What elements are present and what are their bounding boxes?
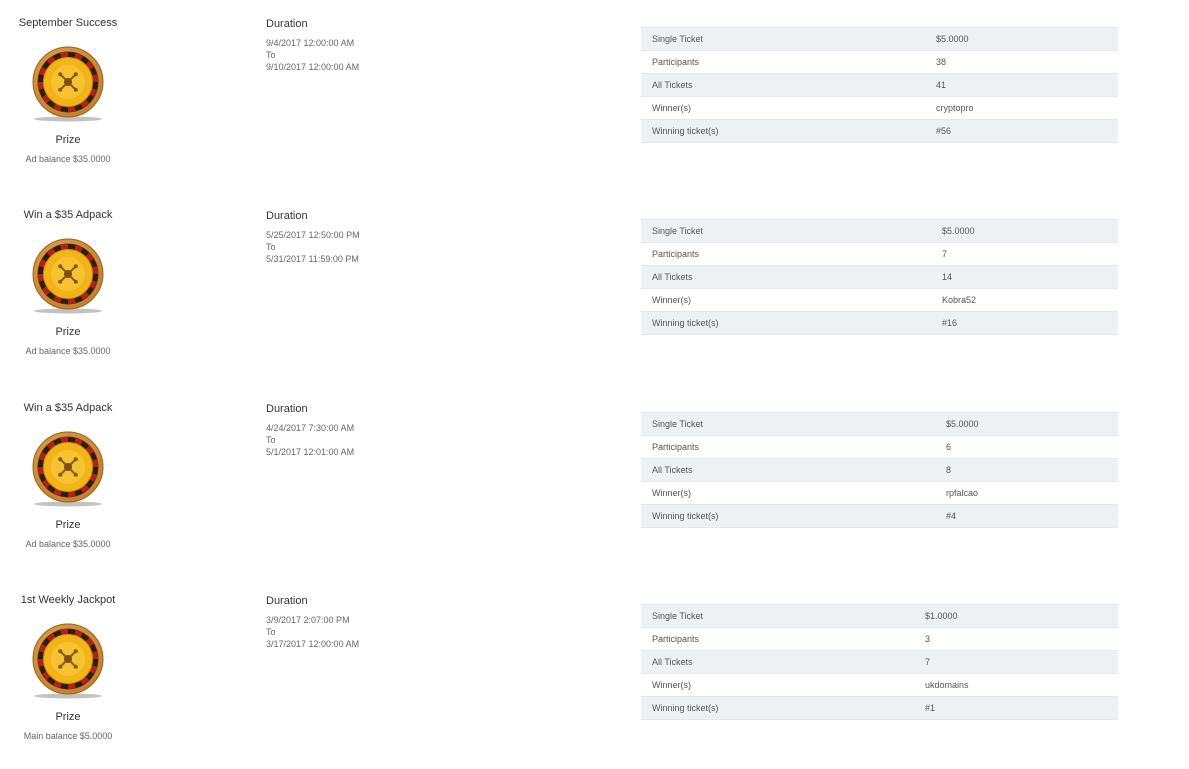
roulette-wheel-icon xyxy=(31,430,105,508)
stat-label: Winning ticket(s) xyxy=(652,511,719,521)
stat-value: #4 xyxy=(946,511,957,521)
stat-row-participants xyxy=(641,628,1118,651)
prize-label: Prize xyxy=(55,134,81,146)
stat-label: Winner(s) xyxy=(652,295,692,305)
stat-value: Kobra52 xyxy=(942,295,977,305)
stat-label: All Tickets xyxy=(652,465,693,475)
stat-label: Winning ticket(s) xyxy=(652,318,719,328)
duration-label: Duration xyxy=(266,18,308,30)
duration-start: 4/24/2017 7:30:00 AM xyxy=(266,423,355,433)
stat-value: cryptopro xyxy=(936,103,974,113)
stat-value: #56 xyxy=(936,126,952,136)
stat-label: Participants xyxy=(652,249,700,259)
duration-block xyxy=(266,402,466,458)
lottery-entry xyxy=(0,577,1189,769)
stat-label: Participants xyxy=(652,442,700,452)
lottery-entry xyxy=(0,192,1189,384)
stat-row-participants xyxy=(641,436,1118,459)
stat-label: All Tickets xyxy=(652,272,693,282)
stat-value: #1 xyxy=(925,703,936,713)
stat-row-all-tickets xyxy=(641,459,1118,482)
stat-value: 6 xyxy=(946,442,952,452)
stat-value: 7 xyxy=(942,249,948,259)
prize-value: Ad balance $35.0000 xyxy=(25,346,111,356)
stat-row-participants xyxy=(641,243,1118,266)
stat-row-winning-tickets xyxy=(641,697,1118,720)
stat-row-winners xyxy=(641,674,1118,697)
duration-label: Duration xyxy=(266,595,308,607)
stat-row-all-tickets xyxy=(641,74,1118,97)
duration-label: Duration xyxy=(266,210,308,222)
stat-value: 3 xyxy=(925,634,931,644)
duration-end: 3/17/2017 12:00:00 AM xyxy=(266,639,360,649)
stat-value: 8 xyxy=(946,465,952,475)
stat-row-winning-tickets xyxy=(641,120,1118,143)
duration-start: 3/9/2017 2:07:00 PM xyxy=(266,615,350,625)
stat-label: Winner(s) xyxy=(652,680,692,690)
prize-value: Main balance $5.0000 xyxy=(23,731,113,741)
duration-to-label: To xyxy=(266,627,276,637)
stat-row-winning-tickets xyxy=(641,505,1118,528)
stat-label: All Tickets xyxy=(652,80,693,90)
stat-value: 14 xyxy=(942,272,953,282)
stat-row-single-ticket xyxy=(641,413,1118,436)
stat-value: $1.0000 xyxy=(925,611,958,621)
stat-label: Winner(s) xyxy=(652,488,692,498)
stat-row-all-tickets xyxy=(641,266,1118,289)
stat-value: #16 xyxy=(942,318,958,328)
stat-label: Participants xyxy=(652,57,700,67)
stat-label: Single Ticket xyxy=(652,419,704,429)
stat-row-single-ticket xyxy=(641,220,1118,243)
lottery-stats-table xyxy=(641,27,1118,143)
duration-end: 5/1/2017 12:01:00 AM xyxy=(266,447,355,457)
lottery-title: Win a $35 Adpack xyxy=(23,402,113,414)
stat-label: Winning ticket(s) xyxy=(652,126,719,136)
duration-to-label: To xyxy=(266,50,276,60)
stat-value: 38 xyxy=(936,57,947,67)
lottery-stats-table xyxy=(641,219,1118,335)
lottery-title: Win a $35 Adpack xyxy=(23,209,113,221)
stat-value: $5.0000 xyxy=(942,226,975,236)
lottery-entry xyxy=(0,0,1189,192)
stat-row-winners xyxy=(641,289,1118,312)
duration-to-label: To xyxy=(266,242,276,252)
duration-end: 9/10/2017 12:00:00 AM xyxy=(266,62,360,72)
duration-block xyxy=(266,594,466,650)
prize-label: Prize xyxy=(55,326,81,338)
stat-row-single-ticket xyxy=(641,605,1118,628)
roulette-wheel-icon xyxy=(31,237,105,315)
roulette-wheel-icon xyxy=(31,622,105,700)
stat-label: Single Ticket xyxy=(652,611,704,621)
stat-label: Participants xyxy=(652,634,700,644)
stat-label: Single Ticket xyxy=(652,226,704,236)
duration-block xyxy=(266,17,466,73)
stat-label: Winning ticket(s) xyxy=(652,703,719,713)
stat-row-winners xyxy=(641,482,1118,505)
stat-row-winning-tickets xyxy=(641,312,1118,335)
stat-value: 41 xyxy=(936,80,947,90)
prize-label: Prize xyxy=(55,711,81,723)
lottery-stats-table xyxy=(641,604,1118,720)
prize-value: Ad balance $35.0000 xyxy=(25,539,111,549)
stat-value: rpfalcao xyxy=(946,488,979,498)
prize-label: Prize xyxy=(55,519,81,531)
stat-value: $5.0000 xyxy=(946,419,979,429)
stat-label: Single Ticket xyxy=(652,34,704,44)
duration-end: 5/31/2017 11:59:00 PM xyxy=(266,254,359,264)
roulette-wheel-icon xyxy=(31,45,105,123)
lottery-stats-table xyxy=(641,412,1118,528)
stat-row-single-ticket xyxy=(641,28,1118,51)
stat-value: $5.0000 xyxy=(936,34,969,44)
lottery-title: 1st Weekly Jackpot xyxy=(20,594,116,606)
duration-start: 9/4/2017 12:00:00 AM xyxy=(266,38,355,48)
duration-start: 5/25/2017 12:50:00 PM xyxy=(266,230,360,240)
stat-label: Winner(s) xyxy=(652,103,692,113)
lottery-title: September Success xyxy=(18,17,118,29)
stat-row-participants xyxy=(641,51,1118,74)
stat-row-winners xyxy=(641,97,1118,120)
lottery-entry xyxy=(0,385,1189,577)
stat-value: ukdomains xyxy=(925,680,969,690)
stat-row-all-tickets xyxy=(641,651,1118,674)
duration-label: Duration xyxy=(266,403,308,415)
duration-block xyxy=(266,209,466,265)
stat-label: All Tickets xyxy=(652,657,693,667)
stat-value: 7 xyxy=(925,657,931,667)
prize-value: Ad balance $35.0000 xyxy=(25,154,111,164)
duration-to-label: To xyxy=(266,435,276,445)
